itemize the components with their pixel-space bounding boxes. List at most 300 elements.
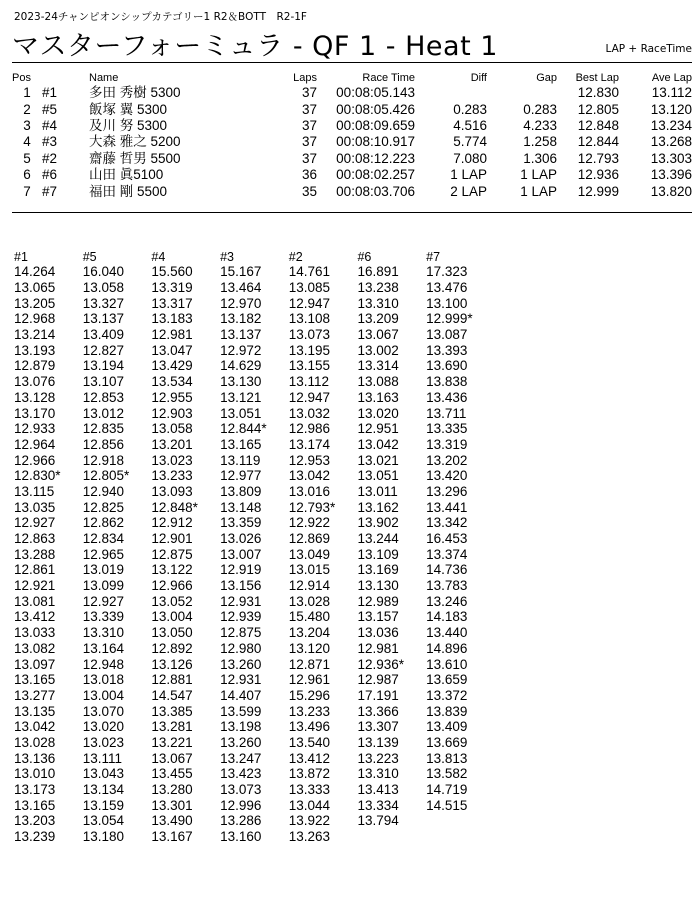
lap-row — [14, 390, 495, 406]
lap-time-cell: 13.783 — [426, 578, 468, 594]
gap-cell — [487, 85, 557, 101]
lap-time-cell: 13.010 — [14, 766, 56, 782]
lap-time-cell: 13.182 — [220, 311, 262, 327]
lap-time-cell: 12.805* — [82, 468, 130, 484]
lap-time-cell: 13.209 — [357, 311, 399, 327]
lap-row — [14, 468, 495, 484]
lap-time-cell: 14.515 — [426, 797, 468, 813]
diff-cell: 0.283 — [453, 101, 487, 117]
lap-time-cell: 13.026 — [220, 531, 262, 547]
lap-time-cell: 12.918 — [82, 452, 124, 468]
driver-name-cell: 山田 眞5100 — [89, 167, 164, 183]
lap-time-cell: 12.947 — [288, 389, 331, 405]
lap-time-cell: 12.830* — [14, 468, 61, 484]
lap-time-cell: 13.327 — [82, 295, 124, 311]
lap-time-cell: 12.834 — [82, 531, 124, 547]
results-row — [12, 85, 692, 101]
lap-time-cell: 17.323 — [426, 264, 468, 280]
race-time-cell: 00:08:09.659 — [336, 117, 415, 133]
lap-time-cell: 12.986 — [288, 421, 331, 437]
lap-time-cell: 13.165 — [220, 436, 262, 452]
lap-time-cell: 13.669 — [426, 734, 468, 750]
lap-time-cell: 13.339 — [82, 609, 124, 625]
lap-column-header: #7 — [426, 249, 441, 264]
lap-time-cell: 15.480 — [288, 609, 331, 625]
diff-cell: 7.080 — [453, 150, 487, 166]
lap-time-cell: 13.838 — [426, 374, 468, 390]
car-number-cell: #2 — [42, 150, 58, 166]
diff-cell — [415, 85, 487, 101]
lap-time-cell: 13.085 — [288, 280, 331, 296]
lap-time-cell: 12.892 — [151, 640, 193, 656]
lap-time-cell: 13.260 — [220, 734, 262, 750]
lap-time-cell: 13.335 — [426, 421, 468, 437]
lap-row — [14, 797, 495, 813]
lap-time-cell: 17.191 — [357, 687, 399, 703]
lap-row — [14, 327, 495, 343]
lap-time-cell: 13.160 — [220, 829, 262, 845]
lap-time-cell: 13.423 — [220, 766, 262, 782]
race-time-cell: 00:08:10.917 — [336, 134, 415, 150]
lap-time-cell: 13.201 — [151, 436, 193, 452]
lap-time-cell: 12.931 — [220, 672, 262, 688]
lap-time-cell: 13.073 — [220, 782, 262, 798]
lap-time-cell: 13.082 — [14, 640, 56, 656]
lap-row — [14, 280, 495, 296]
lap-time-cell: 13.246 — [426, 593, 468, 609]
lap-time-cell: 12.903 — [151, 405, 193, 421]
lap-time-cell: 13.148 — [220, 499, 262, 515]
lap-time-cell: 13.429 — [151, 358, 193, 374]
gap-cell: 1 LAP — [520, 167, 557, 183]
car-number-cell: #7 — [42, 183, 58, 199]
best-lap-cell: 12.999 — [577, 183, 619, 199]
lap-row — [14, 437, 495, 453]
col-no — [42, 70, 89, 85]
lap-row — [14, 578, 495, 594]
lap-time-cell: 13.440 — [426, 625, 468, 641]
lap-row — [14, 719, 495, 735]
results-table — [12, 70, 692, 200]
best-lap-cell: 12.805 — [577, 101, 619, 117]
lap-row — [14, 546, 495, 562]
lap-time-cell: 13.020 — [82, 719, 124, 735]
lap-time-cell: 13.711 — [426, 405, 467, 421]
lap-column-header: #3 — [220, 249, 234, 264]
lap-time-cell: 13.174 — [288, 436, 331, 452]
lap-time-cell: 12.881 — [151, 672, 193, 688]
race-time-cell: 00:08:05.426 — [336, 101, 415, 117]
lap-time-cell: 12.933 — [14, 421, 56, 437]
lap-time-cell: 12.827 — [82, 342, 124, 358]
lap-time-cell: 14.719 — [426, 782, 468, 798]
lap-time-cell: 13.032 — [288, 405, 331, 421]
lap-time-cell: 13.659 — [426, 672, 468, 688]
lap-time-cell: 12.919 — [220, 562, 262, 578]
lap-time-cell: 13.238 — [357, 280, 399, 296]
lap-time-cell: 12.862 — [82, 515, 124, 531]
lap-time-cell: 13.372 — [426, 687, 468, 703]
lap-time-cell: 13.540 — [288, 734, 331, 750]
lap-time-cell — [426, 813, 495, 829]
lap-time-cell: 14.629 — [220, 358, 262, 374]
lap-row — [14, 593, 495, 609]
lap-time-cell: 13.263 — [288, 829, 331, 845]
driver-name-cell: 及川 努 5300 — [89, 117, 168, 133]
lap-time-cell: 13.366 — [357, 703, 399, 719]
lap-time-cell: 13.193 — [14, 342, 56, 358]
lap-column-header: #4 — [151, 249, 166, 264]
lap-time-cell: 13.194 — [82, 358, 124, 374]
lap-time-cell: 13.108 — [288, 311, 331, 327]
lap-time-cell: 15.167 — [220, 264, 262, 280]
laps-cell: 37 — [301, 101, 317, 117]
lap-time-cell: 13.413 — [357, 782, 399, 798]
lap-row — [14, 358, 495, 374]
lap-time-cell: 13.126 — [151, 656, 193, 672]
pos-cell: 2 — [23, 101, 31, 117]
lap-row — [14, 421, 495, 437]
diff-cell: 2 LAP — [450, 183, 487, 199]
lap-time-cell: 13.042 — [357, 436, 399, 452]
lap-time-cell: 13.165 — [14, 672, 56, 688]
lap-time-cell: 12.901 — [151, 531, 193, 547]
gap-cell: 1.306 — [523, 150, 557, 166]
lap-time-cell: 12.848* — [151, 499, 198, 515]
lap-time-cell: 13.223 — [357, 750, 399, 766]
lap-time-cell: 13.286 — [220, 813, 262, 829]
lap-time-cell: 13.018 — [82, 672, 124, 688]
lap-time-cell: 12.955 — [151, 389, 193, 405]
lap-time-cell: 13.058 — [82, 280, 124, 296]
lap-time-cell: 13.109 — [357, 546, 399, 562]
lap-time-cell: 13.028 — [288, 593, 331, 609]
lap-time-cell: 13.081 — [14, 593, 56, 609]
col-best-lap: Best Lap — [575, 71, 619, 84]
lap-time-cell: 13.496 — [288, 719, 331, 735]
best-lap-cell: 12.793 — [577, 150, 619, 166]
lap-time-cell: 13.441 — [426, 499, 468, 515]
lap-time-cell: 12.875 — [220, 625, 262, 641]
lap-time-cell: 13.042 — [14, 719, 56, 735]
event-subtitle: 2023-24チャンピオンシップカテゴリー1 R2＆BOTT R2-1F — [14, 11, 307, 23]
lap-times-table — [14, 249, 495, 844]
lap-time-cell: 13.097 — [14, 656, 56, 672]
lap-time-cell: 13.115 — [14, 483, 55, 499]
lap-time-cell: 12.912 — [151, 515, 193, 531]
lap-time-cell: 12.914 — [288, 578, 331, 594]
lap-time-cell: 13.342 — [426, 515, 468, 531]
lap-time-cell: 13.023 — [82, 734, 124, 750]
pos-cell: 3 — [23, 117, 31, 133]
lap-time-cell: 13.054 — [82, 813, 124, 829]
lap-time-cell: 13.047 — [151, 342, 193, 358]
lap-time-cell: 13.183 — [151, 311, 193, 327]
lap-time-cell: 13.112 — [288, 374, 330, 390]
race-time-cell: 00:08:03.706 — [336, 183, 415, 199]
lap-time-cell: 13.164 — [82, 640, 124, 656]
lap-time-cell: 13.023 — [151, 452, 193, 468]
lap-time-cell: 16.891 — [357, 264, 399, 280]
lap-row — [14, 782, 495, 798]
lap-time-cell: 12.981 — [357, 640, 399, 656]
lap-time-cell: 13.035 — [14, 499, 56, 515]
lap-time-cell: 13.809 — [220, 483, 262, 499]
lap-time-cell: 13.119 — [220, 452, 261, 468]
lap-time-cell: 13.011 — [357, 483, 398, 499]
lap-time-cell: 13.163 — [357, 389, 399, 405]
lap-time-cell: 12.875 — [151, 546, 193, 562]
lap-row — [14, 656, 495, 672]
col-name: Name — [89, 71, 119, 84]
car-number-cell: #6 — [42, 167, 58, 183]
lap-row — [14, 750, 495, 766]
lap-row — [14, 405, 495, 421]
lap-row — [14, 311, 495, 327]
lap-row — [14, 688, 495, 704]
lap-time-cell: 12.940 — [82, 483, 124, 499]
lap-time-cell: 13.015 — [288, 562, 331, 578]
pos-cell: 5 — [23, 150, 31, 166]
lap-column-header: #6 — [357, 249, 372, 264]
lap-time-cell: 12.921 — [14, 578, 56, 594]
col-ave-lap: Ave Lap — [651, 71, 692, 84]
lap-time-cell: 13.050 — [151, 625, 193, 641]
gap-cell: 4.233 — [523, 117, 557, 133]
results-row — [12, 183, 692, 199]
lap-time-cell: 13.464 — [220, 280, 262, 296]
lap-times-header-row — [14, 249, 495, 264]
lap-row — [14, 264, 495, 280]
lap-time-cell: 13.173 — [14, 782, 56, 798]
lap-time-cell: 13.052 — [151, 593, 193, 609]
lap-time-cell: 13.007 — [220, 546, 262, 562]
col-pos: Pos — [12, 71, 31, 84]
lap-time-cell: 13.180 — [82, 829, 124, 845]
lap-time-cell: 13.051 — [220, 405, 262, 421]
lap-time-cell: 13.317 — [151, 295, 193, 311]
lap-time-cell: 13.058 — [151, 421, 193, 437]
results-row — [12, 134, 692, 150]
lap-time-cell: 13.159 — [82, 797, 124, 813]
col-diff: Diff — [470, 71, 487, 84]
pos-cell: 7 — [23, 183, 31, 199]
lap-time-cell: 13.076 — [14, 374, 56, 390]
lap-time-cell: 13.099 — [82, 578, 124, 594]
lap-row — [14, 672, 495, 688]
lap-time-cell: 13.169 — [357, 562, 399, 578]
lap-row — [14, 609, 495, 625]
lap-time-cell: 13.016 — [288, 483, 331, 499]
col-race-time: Race Time — [362, 71, 415, 84]
lap-time-cell: 13.490 — [151, 813, 193, 829]
lap-time-cell: 13.198 — [220, 719, 262, 735]
car-number-cell: #4 — [42, 117, 58, 133]
race-time-cell: 00:08:02.257 — [336, 167, 415, 183]
lap-time-cell: 12.939 — [220, 609, 262, 625]
lap-time-cell: 13.136 — [14, 750, 56, 766]
page-title: マスターフォーミュラ - QF 1 - Heat 1 — [12, 31, 498, 62]
lap-time-cell: 13.100 — [426, 295, 468, 311]
lap-time-cell: 12.825 — [82, 499, 124, 515]
lap-time-cell: 13.233 — [151, 468, 193, 484]
lap-time-cell: 14.761 — [288, 264, 331, 280]
lap-time-cell: 13.244 — [357, 531, 399, 547]
lap-time-cell: 13.359 — [220, 515, 262, 531]
laps-cell: 37 — [301, 85, 317, 101]
results-row — [12, 151, 692, 167]
best-lap-cell: 12.830 — [577, 85, 619, 101]
lap-time-cell: 12.968 — [14, 311, 56, 327]
lap-time-cell: 13.093 — [151, 483, 193, 499]
lap-time-cell: 13.409 — [426, 719, 468, 735]
lap-time-cell: 16.453 — [426, 531, 468, 547]
lap-time-cell: 13.203 — [14, 813, 56, 829]
timing-mode-label: LAP + RaceTime — [605, 43, 692, 55]
lap-time-cell: 13.067 — [357, 327, 399, 343]
lap-time-cell: 13.165 — [14, 797, 56, 813]
lap-time-cell: 13.202 — [426, 452, 468, 468]
lap-time-cell: 13.204 — [288, 625, 331, 641]
laps-cell: 36 — [301, 167, 317, 183]
lap-time-cell: 12.871 — [288, 656, 331, 672]
lap-time-cell: 13.409 — [82, 327, 124, 343]
lap-time-cell: 13.044 — [288, 797, 331, 813]
pos-cell: 6 — [23, 167, 31, 183]
lap-time-cell: 13.065 — [14, 280, 56, 296]
lap-row — [14, 295, 495, 311]
lap-time-cell: 13.420 — [426, 468, 468, 484]
lap-time-cell: 13.130 — [357, 578, 399, 594]
ave-lap-cell: 13.112 — [651, 85, 692, 101]
lap-time-cell: 12.844* — [220, 421, 267, 437]
lap-time-cell: 13.020 — [357, 405, 399, 421]
lap-time-cell: 15.560 — [151, 264, 193, 280]
lap-time-cell: 13.195 — [288, 342, 331, 358]
lap-row — [14, 735, 495, 751]
ave-lap-cell: 13.120 — [650, 101, 692, 117]
lap-time-cell: 13.137 — [82, 311, 124, 327]
lap-time-cell: 13.205 — [14, 295, 56, 311]
lap-time-cell: 12.869 — [288, 531, 331, 547]
pos-cell: 1 — [23, 85, 31, 101]
lap-time-cell: 13.277 — [14, 687, 56, 703]
lap-time-cell: 12.947 — [288, 295, 331, 311]
lap-time-cell: 13.028 — [14, 734, 56, 750]
lap-time-cell: 13.319 — [151, 280, 193, 296]
driver-name-cell: 飯塚 翼 5300 — [89, 101, 168, 117]
lap-time-cell: 13.455 — [151, 766, 193, 782]
lap-time-cell: 13.135 — [14, 703, 56, 719]
lap-row — [14, 813, 495, 829]
lap-time-cell: 12.879 — [14, 358, 56, 374]
lap-time-cell: 12.966 — [151, 578, 193, 594]
lap-time-cell: 13.436 — [426, 389, 468, 405]
lap-time-cell: 13.134 — [82, 782, 124, 798]
lap-time-cell: 13.281 — [151, 719, 193, 735]
lap-time-cell: 14.736 — [426, 562, 468, 578]
lap-time-cell: 12.863 — [14, 531, 56, 547]
gap-cell: 1 LAP — [520, 183, 557, 199]
lap-time-cell: 12.970 — [220, 295, 262, 311]
lap-time-cell: 12.980 — [220, 640, 262, 656]
lap-time-cell: 13.162 — [357, 499, 399, 515]
diff-cell: 5.774 — [453, 134, 487, 150]
lap-time-cell: 13.902 — [357, 515, 399, 531]
lap-time-cell: 13.872 — [288, 766, 331, 782]
lap-time-cell: 13.280 — [151, 782, 193, 798]
lap-time-cell: 13.170 — [14, 405, 56, 421]
lap-time-cell: 12.922 — [288, 515, 331, 531]
lap-time-cell: 14.264 — [14, 264, 56, 280]
lap-time-cell: 13.167 — [151, 829, 193, 845]
lap-row — [14, 515, 495, 531]
race-time-cell: 00:08:05.143 — [336, 85, 415, 101]
lap-time-cell: 12.793* — [288, 499, 336, 515]
ave-lap-cell: 13.234 — [650, 117, 692, 133]
results-header-row — [12, 70, 692, 85]
lap-time-cell: 12.989 — [357, 593, 399, 609]
race-time-cell: 00:08:12.223 — [336, 150, 415, 166]
laps-cell: 37 — [301, 134, 317, 150]
best-lap-cell: 12.844 — [577, 134, 619, 150]
best-lap-cell: 12.848 — [577, 117, 619, 133]
lap-time-cell: 13.247 — [220, 750, 262, 766]
lap-time-cell: 13.260 — [220, 656, 262, 672]
lap-time-cell: 13.385 — [151, 703, 193, 719]
driver-name-cell: 齋藤 哲男 5500 — [89, 150, 181, 166]
lap-time-cell: 13.334 — [357, 797, 399, 813]
lap-time-cell: 12.936* — [357, 656, 404, 672]
lap-time-cell: 14.407 — [220, 687, 262, 703]
lap-time-cell: 12.977 — [220, 468, 262, 484]
driver-name-cell: 多田 秀樹 5300 — [89, 85, 181, 101]
lap-time-cell: 12.861 — [14, 562, 56, 578]
lap-time-cell: 13.088 — [357, 374, 399, 390]
lap-time-cell: 13.333 — [288, 782, 331, 798]
lap-time-cell: 13.794 — [357, 813, 399, 829]
lap-time-cell: 12.964 — [14, 436, 56, 452]
col-laps: Laps — [293, 71, 317, 84]
lap-time-cell: 13.004 — [82, 687, 124, 703]
lap-time-cell: 13.307 — [357, 719, 399, 735]
lap-time-cell: 12.966 — [14, 452, 56, 468]
lap-time-cell: 13.051 — [357, 468, 399, 484]
results-row — [12, 167, 692, 183]
lap-time-cell: 14.183 — [426, 609, 468, 625]
lap-time-cell: 12.835 — [82, 421, 124, 437]
lap-time-cell: 13.412 — [14, 609, 56, 625]
lap-time-cell: 12.999* — [426, 311, 473, 327]
driver-name-cell: 大森 雅之 5200 — [89, 134, 181, 150]
lap-time-cell: 16.040 — [82, 264, 124, 280]
lap-time-cell: 13.021 — [357, 452, 399, 468]
best-lap-cell: 12.936 — [577, 167, 619, 183]
lap-time-cell: 12.951 — [357, 421, 399, 437]
lap-time-cell: 13.155 — [288, 358, 331, 374]
lap-row — [14, 484, 495, 500]
lap-time-cell: 13.139 — [357, 734, 399, 750]
lap-time-cell: 13.019 — [82, 562, 124, 578]
lap-row — [14, 374, 495, 390]
diff-cell: 4.516 — [453, 117, 487, 133]
lap-time-cell: 13.121 — [220, 389, 262, 405]
ave-lap-cell: 13.396 — [650, 167, 692, 183]
results-row — [12, 101, 692, 117]
lap-time-cell: 12.856 — [82, 436, 124, 452]
lap-time-cell: 13.301 — [151, 797, 193, 813]
lap-time-cell: 12.965 — [82, 546, 124, 562]
